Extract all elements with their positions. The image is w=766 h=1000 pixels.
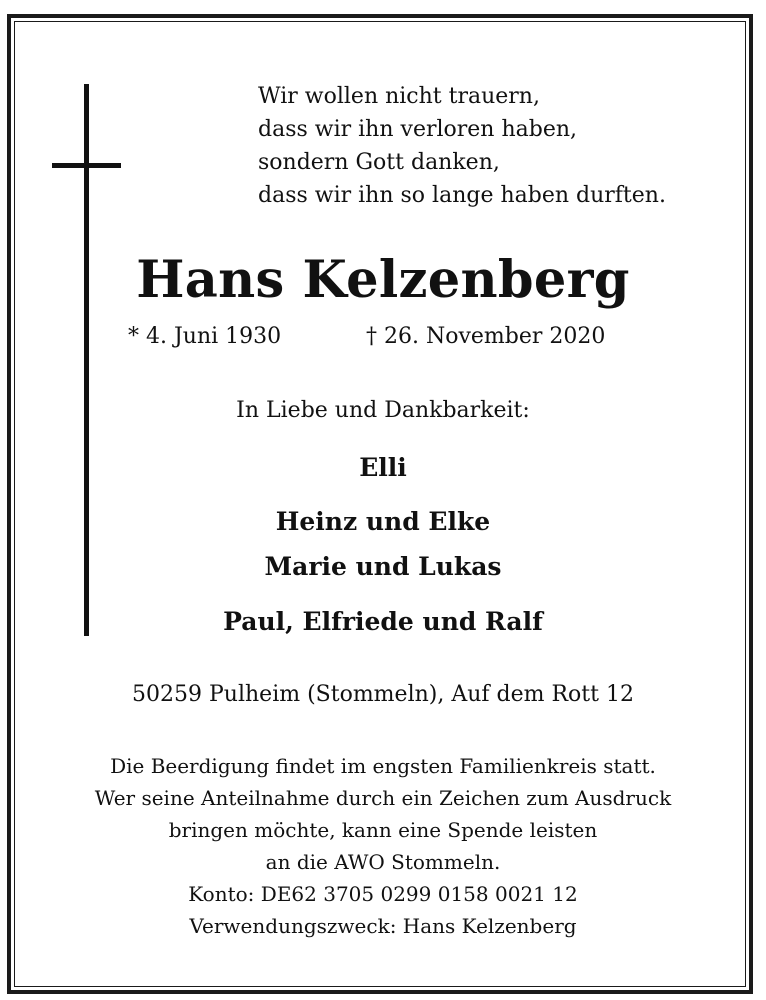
cross-icon-horizontal: [52, 163, 121, 168]
mourner-group: [0, 453, 766, 482]
dedication-text: In Liebe und Dankbarkeit:: [236, 398, 530, 423]
verse-line: Wir wollen nicht trauern,: [258, 84, 540, 109]
notice-line: bringen möchte, kann eine Spende leisten: [168, 818, 598, 842]
verse-quote: [258, 80, 666, 212]
deceased-name: Hans Kelzenberg: [136, 250, 630, 310]
verse-line: sondern Gott danken,: [258, 150, 500, 175]
notice-line: Die Beerdigung findet im engsten Familienkreis statt.: [110, 754, 656, 778]
dedication-intro: [0, 398, 766, 423]
family-address: 50259 Pulheim (Stommeln), Auf dem Rott 12: [132, 682, 634, 707]
notice-line-reference: Verwendungszweck: Hans Kelzenberg: [189, 914, 577, 938]
mourner-names: Heinz und Elke: [275, 507, 491, 536]
notice-line: an die AWO Stommeln.: [265, 850, 501, 874]
mourner-group: [0, 507, 766, 536]
mourner-group: [0, 552, 766, 581]
death-date: † 26. November 2020: [366, 324, 606, 349]
notice-line-bank-account: Konto: DE62 3705 0299 0158 0021 12: [188, 882, 578, 906]
funeral-notice: [0, 750, 766, 942]
mourner-names: Paul, Elfriede und Ralf: [223, 607, 543, 636]
deceased-name-wrapper: [0, 250, 766, 310]
mourner-names: Marie und Lukas: [264, 552, 502, 581]
verse-line: dass wir ihn so lange haben durften.: [258, 183, 666, 208]
verse-line: dass wir ihn verloren haben,: [258, 117, 578, 142]
notice-line: Wer seine Anteilnahme durch ein Zeichen zum Ausdruck: [94, 786, 672, 810]
mourner-names: Elli: [359, 453, 407, 482]
mourner-group: [0, 607, 766, 636]
birth-date: * 4. Juni 1930: [128, 324, 282, 349]
